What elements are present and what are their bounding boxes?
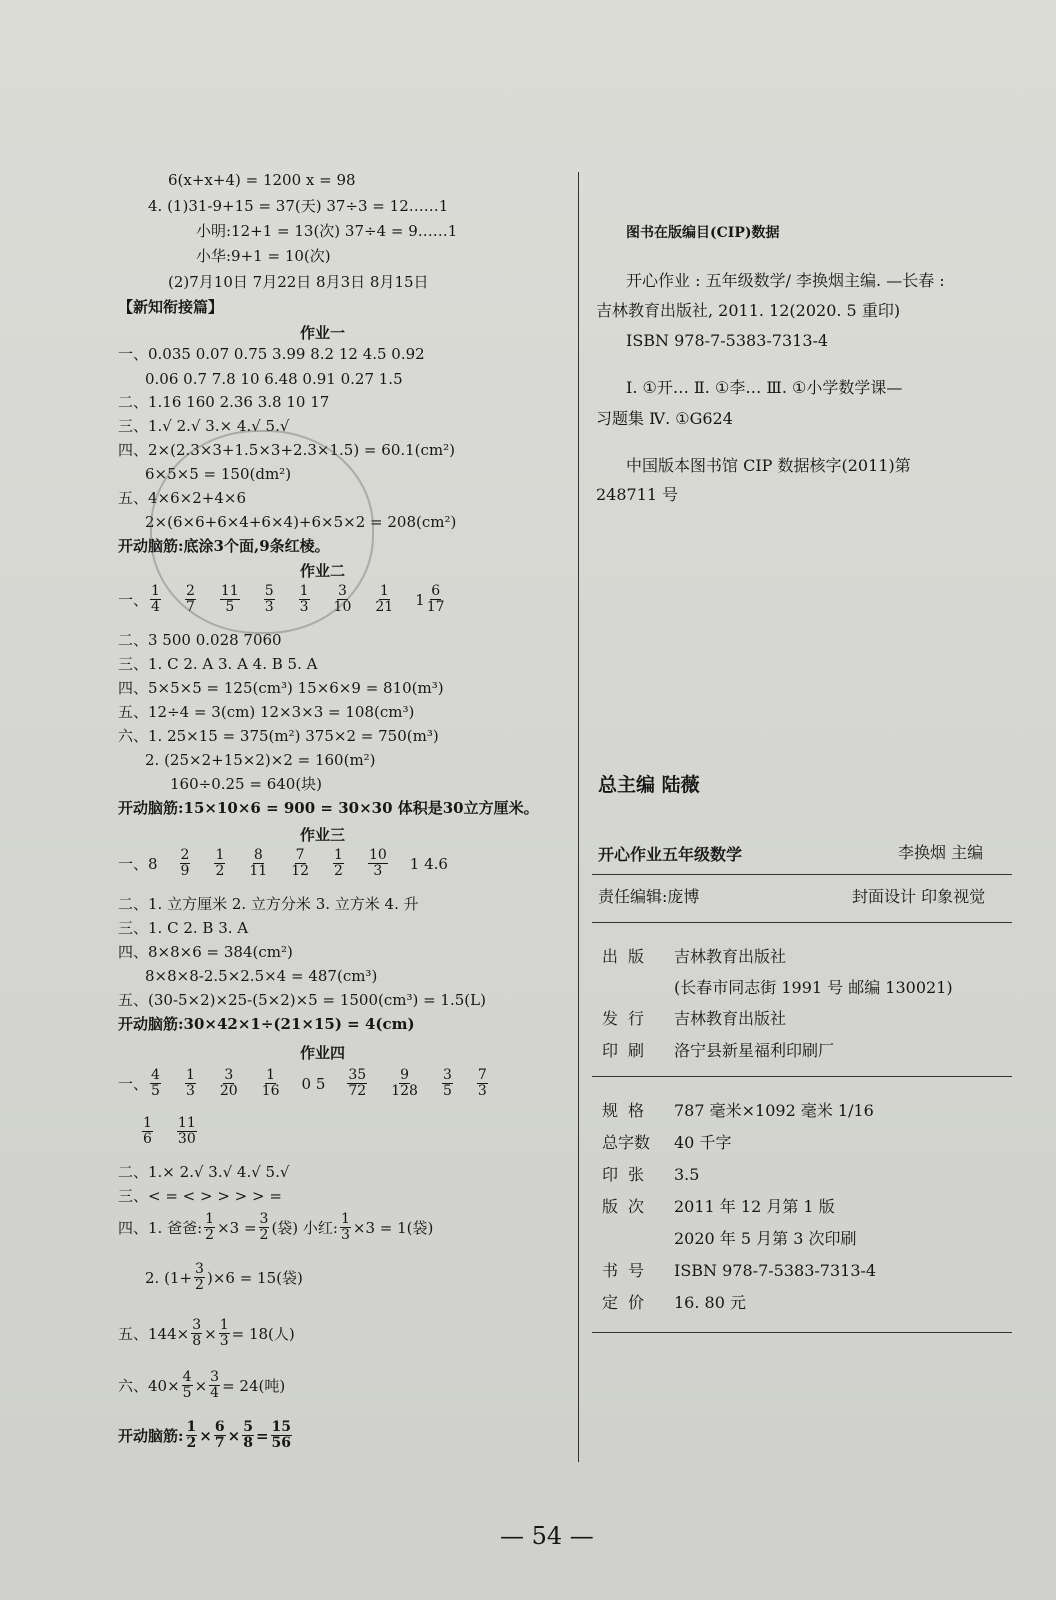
fraction: 8 11	[249, 847, 268, 879]
fraction: 1 3	[299, 583, 309, 615]
answer-line: 四、5×5×5 = 125(cm³) 15×6×9 = 810(m³)	[118, 679, 444, 697]
answer-line: 2. (25×2+15×2)×2 = 160(m²)	[145, 751, 376, 769]
responsible-editor: 责任编辑:庞博	[598, 887, 700, 906]
answer-line: 8×8×8-2.5×2.5×4 = 487(cm³)	[145, 967, 378, 985]
answer-line: 0.06 0.7 7.8 10 6.48 0.91 0.27 1.5	[145, 370, 403, 388]
cip-line: Ⅰ. ①开… Ⅱ. ①李… Ⅲ. ①小学数学课—	[626, 378, 903, 397]
fraction: 11 5	[220, 583, 239, 615]
answer-line: 三、1.√ 2.√ 3.× 4.√ 5.√	[118, 417, 290, 435]
answer-text: = 24(吨)	[222, 1377, 286, 1395]
fraction: $\frac{3}{8}$	[192, 1317, 202, 1349]
publisher-row: 出版 吉林教育出版社	[602, 947, 787, 966]
answer-line: 三、< = < > > > > =	[118, 1187, 282, 1205]
homework-title: 作业二	[300, 562, 346, 580]
fraction: $\frac{3}{2}$	[195, 1261, 204, 1293]
answer-text: = 18(人)	[231, 1325, 295, 1343]
book-title: 开心作业五年级数学	[598, 845, 743, 864]
answer-line: 五、12÷4 = 3(cm) 12×3×3 = 108(cm³)	[118, 703, 415, 721]
fraction: 15 56	[271, 1419, 292, 1451]
fraction: 1 6	[143, 1115, 152, 1147]
cip-title: 图书在版编目(CIP)数据	[626, 225, 780, 241]
fraction: 10 3	[368, 847, 387, 879]
homework-title: 作业四	[300, 1044, 346, 1062]
fraction: $\frac{1}{3}$	[219, 1317, 229, 1349]
fraction-row	[118, 1318, 295, 1349]
answer-line: 四、2×(2.3×3+1.5×3+2.3×1.5) = 60.1(cm²)	[118, 441, 456, 459]
divider	[592, 1332, 1012, 1333]
page-number: — 54 —	[500, 1522, 594, 1550]
fraction: 1 16	[261, 1067, 280, 1099]
fraction: 1 2	[215, 847, 225, 879]
fraction: 35 72	[348, 1067, 367, 1099]
fraction: 1 4	[151, 583, 160, 615]
chief-editor: 总主编 陆薇	[598, 774, 700, 796]
answer-prefix: 一、	[118, 591, 149, 609]
answer-text: ×3 =	[217, 1218, 257, 1237]
fraction: 4 5	[151, 1067, 160, 1099]
fraction: $\frac{3}{4}$	[210, 1369, 220, 1401]
section-heading: 【新知衔接篇】	[118, 298, 224, 316]
fraction: 1 2	[186, 1419, 197, 1451]
answer-text: 四、1. 爸爸:	[118, 1219, 203, 1237]
seal-stamp	[150, 430, 374, 634]
answer-text: 2. (1+	[145, 1268, 193, 1287]
fraction: 9 128	[391, 1067, 418, 1099]
divider	[592, 1076, 1012, 1077]
fraction: 2 9	[180, 847, 190, 879]
fraction: 5 8	[243, 1419, 253, 1451]
answer-prefix: 一、	[118, 1075, 149, 1093]
answer-text: )×6 = 15(袋)	[206, 1269, 303, 1287]
answer-text: ×3 = 1(袋)	[352, 1219, 434, 1237]
answer-prefix: 一、8	[118, 855, 158, 873]
answer-text: ×	[194, 1376, 208, 1395]
answer-line: 三、1. C 2. A 3. A 4. B 5. A	[118, 655, 318, 673]
answer-line: 六、1. 25×15 = 375(m²) 375×2 = 750(m³)	[118, 727, 439, 745]
answer-line: 二、1.16 160 2.36 3.8 10 17	[118, 393, 330, 411]
answer-mid: 0 5	[301, 1074, 326, 1093]
cip-line: 248711 号	[596, 485, 679, 504]
fraction: 3 10	[333, 583, 352, 615]
answer-line: 160÷0.25 = 640(块)	[170, 775, 323, 793]
brain-teaser: 开动脑筋:30×42×1÷(21×15) = 4(cm)	[118, 1015, 415, 1033]
fraction: $\frac{3}{2}$	[259, 1211, 269, 1243]
cip-line: ISBN 978-7-5383-7313-4	[626, 331, 829, 350]
answer-text: (袋) 小红:	[271, 1219, 338, 1237]
fraction: $\frac{1}{3}$	[340, 1211, 350, 1243]
fraction: 1 2	[334, 847, 343, 879]
isbn-row: 书号 ISBN 978-7-5383-7313-4	[602, 1261, 877, 1280]
answer-line: 4. (1)31-9+15 = 37(天) 37÷3 = 12……1	[148, 197, 449, 215]
fraction: 2 7	[185, 583, 195, 615]
fraction: 1 3	[185, 1067, 195, 1099]
cip-line: 中国版本图书馆 CIP 数据核字(2011)第	[626, 456, 911, 475]
divider	[592, 874, 1012, 875]
cover-design: 封面设计 印象视觉	[852, 887, 986, 906]
answer-line: 四、8×8×6 = 384(cm²)	[118, 943, 293, 961]
fraction-row	[118, 1370, 285, 1401]
answer-line: 五、(30-5×2)×25-(5×2)×5 = 1500(cm³) = 1.5(L)	[118, 991, 486, 1009]
answer-text: 六、40×	[118, 1377, 180, 1395]
answer-line: 一、0.035 0.07 0.75 3.99 8.2 12 4.5 0.92	[118, 345, 425, 363]
price-row: 定价 16. 80 元	[602, 1293, 746, 1312]
mixed-whole: 1	[415, 590, 425, 609]
fraction: $\frac{1}{2}$	[205, 1211, 215, 1243]
fraction: $\frac{4}{5}$	[182, 1369, 192, 1401]
sheets-row: 印张 3.5	[602, 1165, 700, 1184]
answer-line: 小华:9+1 = 10(次)	[196, 247, 331, 265]
answer-line: 6(x+x+4) = 1200 x = 98	[168, 171, 356, 189]
homework-title: 作业一	[300, 324, 346, 342]
answer-line: 小明:12+1 = 13(次) 37÷4 = 9……1	[196, 222, 458, 240]
spec-row: 规格 787 毫米×1092 毫米 1/16	[602, 1101, 874, 1120]
fraction: 11 30	[177, 1115, 196, 1147]
answer-line: 五、4×6×2+4×6	[118, 489, 246, 507]
address-row: (长春市同志街 1991 号 邮编 130021)	[674, 978, 953, 997]
book-editor: 李换烟 主编	[898, 843, 984, 862]
fraction-row	[118, 848, 448, 879]
fraction-row	[118, 1068, 490, 1099]
cip-line: 吉林教育出版社, 2011. 12(2020. 5 重印)	[596, 301, 901, 320]
fraction: 3 20	[219, 1067, 238, 1099]
edition-row: 版次 2011 年 12 月第 1 版	[602, 1197, 835, 1216]
divider	[592, 922, 1012, 923]
printing-row: 2020 年 5 月第 3 次印刷	[674, 1229, 857, 1248]
answer-line: 二、1. 立方厘米 2. 立方分米 3. 立方米 4. 升	[118, 895, 419, 913]
answer-line: 二、3 500 0.028 7060	[118, 631, 282, 649]
fraction: 5 3	[264, 583, 274, 615]
fraction-row	[140, 1116, 199, 1147]
fraction-row: 开动脑筋: 1 2 × 6 7 × 5 8 = 15 56	[118, 1419, 292, 1451]
cip-line: 开心作业 : 五年级数学/ 李换烟主编. —长春 :	[626, 271, 945, 290]
words-row: 总字数 40 千字	[602, 1133, 732, 1152]
answer-line: (2)7月10日 7月22日 8月3日 8月15日	[168, 273, 429, 291]
homework-title: 作业三	[300, 826, 346, 844]
brain-teaser: 开动脑筋:15×10×6 = 900 = 30×30 体积是30立方厘米。	[118, 799, 539, 817]
answer-line: 三、1. C 2. B 3. A	[118, 919, 249, 937]
cip-line: 习题集 Ⅳ. ①G624	[596, 409, 733, 428]
answer-tail: 1 4.6	[409, 854, 448, 873]
brain-teaser: 开动脑筋:	[118, 1427, 184, 1445]
fraction: 6 7	[214, 1419, 225, 1451]
answer-line: 2×(6×6+6×4+6×4)+6×5×2 = 208(cm²)	[145, 513, 457, 531]
answer-line: 6×5×5 = 150(dm²)	[145, 465, 292, 483]
fraction: 7 3	[477, 1067, 487, 1099]
fraction: 3 5	[442, 1067, 452, 1099]
answer-line: 二、1.× 2.√ 3.√ 4.√ 5.√	[118, 1163, 290, 1181]
fraction: 1 21	[375, 583, 394, 615]
printer-row: 印刷 洛宁县新星福利印刷厂	[602, 1041, 835, 1060]
answer-text: ×	[204, 1324, 217, 1343]
column-divider	[578, 172, 579, 1462]
fraction-row	[118, 1212, 433, 1243]
fraction: 7 12	[291, 847, 310, 879]
answer-text: 五、144×	[118, 1325, 190, 1343]
distributor-row: 发行 吉林教育出版社	[602, 1009, 787, 1028]
fraction: 6 17	[426, 583, 445, 615]
fraction-row	[145, 1262, 303, 1293]
brain-teaser: 开动脑筋:底涂3个面,9条红棱。	[118, 537, 330, 555]
